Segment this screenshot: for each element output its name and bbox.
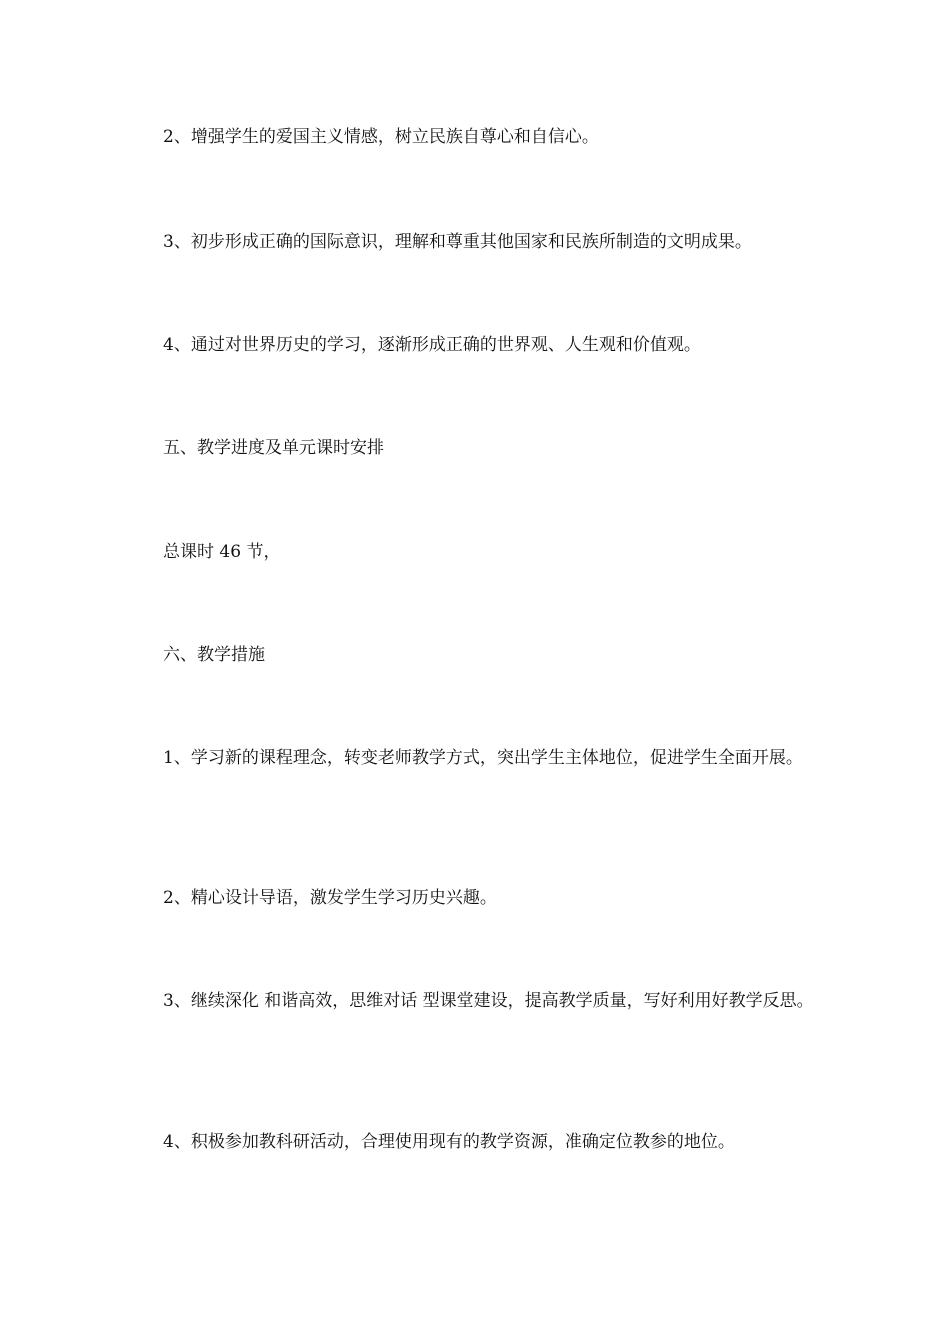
total-hours-text: 总课时 46 节，: [163, 542, 281, 562]
measure-item-4: 4、积极参加教科研活动，合理使用现有的教学资源，准确定位教参的地位。: [163, 1132, 735, 1152]
section-heading-measures: 六、教学措施: [163, 645, 265, 665]
measure-item-2: 2、精心设计导语，激发学生学习历史兴趣。: [163, 888, 497, 908]
section-heading-schedule: 五、教学进度及单元课时安排: [163, 438, 384, 458]
objective-item-3: 3、初步形成正确的国际意识，理解和尊重其他国家和民族所制造的文明成果。: [163, 232, 752, 252]
objective-item-4: 4、通过对世界历史的学习，逐渐形成正确的世界观、人生观和价值观。: [163, 335, 701, 355]
measure-item-3: 3、继续深化 和谐高效，思维对话 型课堂建设，提高教学质量，写好利用好教学反思。: [163, 991, 814, 1011]
objective-item-2: 2、增强学生的爱国主义情感，树立民族自尊心和自信心。: [163, 127, 599, 147]
measure-item-1: 1、学习新的课程理念，转变老师教学方式，突出学生主体地位，促进学生全面开展。: [163, 748, 803, 768]
